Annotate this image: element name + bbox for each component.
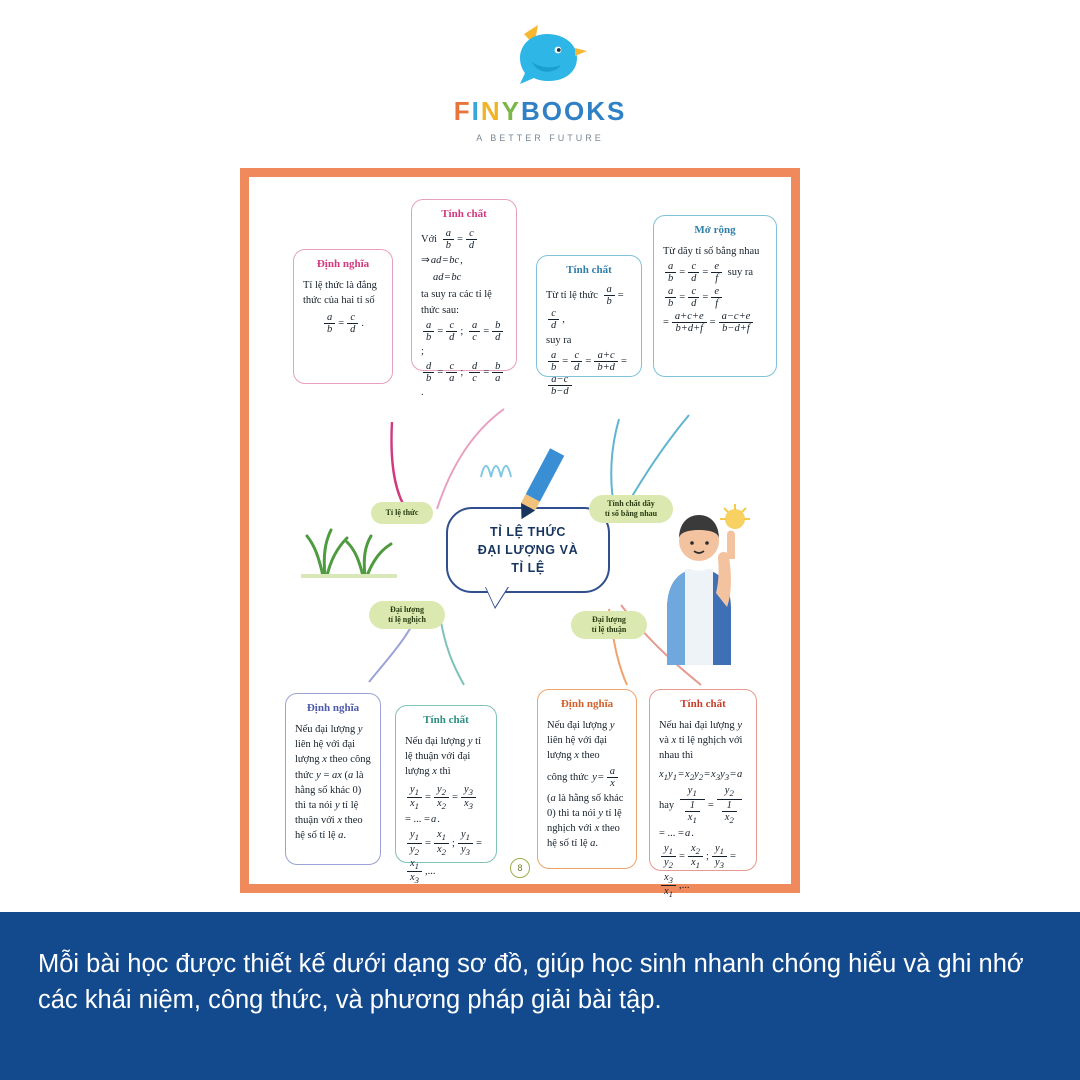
card-body: Nếu đại lượng y liên hệ với đại lượng x theo công thức y = ax (a là hằng số khác 0) thì ta nói y tỉ lệ thuận với x theo hệ số tỉ lệ a.	[295, 723, 371, 842]
card-tinh-chat-ti-le-nghich	[649, 689, 757, 900]
card-body: Tỉ lệ thức là đẳng thức của hai tỉ số $\frac{a}{b}$ = $\frac{c}{d}$ .	[303, 279, 377, 336]
card-dinh-nghia-ti-le-thuan	[285, 693, 381, 865]
card-title: Mở rộng	[694, 224, 736, 236]
card-title: Định nghĩa	[316, 258, 370, 270]
node-label: Đại lượng tỉ lệ nghịch	[388, 605, 426, 624]
card-title: Tính chất	[423, 714, 469, 726]
caption-text: Mỗi bài học được thiết kế dưới dạng sơ đồ, giúp học sinh nhanh chóng hiểu và ghi nhớ các khái niệm, công thức, và phương pháp giải bài tập.	[38, 950, 1024, 1015]
mindmap-poster	[240, 168, 800, 900]
node-label: Tính chất dãy tỉ số bằng nhau	[604, 499, 658, 518]
card-tinh-chat-day-ti-so	[536, 255, 642, 398]
node-label: Đại lượng tỉ lệ thuận	[591, 615, 627, 634]
card-title: Tính chất	[566, 264, 612, 276]
card-body: Với $\frac{a}{b}$ = $\frac{c}{d}$ ⇒ ad = bc , ad = bc ta suy ra các tỉ lệ thức sau: $\frac{a}{b}$ = $\frac{c}{d}$ ; $\frac{a}{c}$ = $\frac{b}{d}$ ; $\frac{d}{b}$ = $\frac{c}{a}$ ; $\frac{d}{c}$ = $\frac{b}{a}$ .	[421, 228, 507, 400]
bird-logo-icon	[480, 18, 600, 90]
card-body: Từ dãy tỉ số bằng nhau $\frac{a}{b}$ = $\frac{c}{d}$ = $\frac{e}{f}$ suy ra $\frac{a}{b}$ = $\frac{c}{d}$ = $\frac{e}{f}$ = $\frac{a+c+e}{b+d+f}$ = $\frac{a-c+e}{b-d+f}$	[663, 245, 760, 335]
card-dinh-nghia-ti-le-thuc	[293, 249, 393, 384]
center-title-line-1: TỈ LỆ THỨC	[489, 524, 567, 539]
node-dai-luong-ti-le-thuan[interactable]	[571, 611, 647, 639]
student-illustration	[639, 497, 759, 667]
page-number: 8	[510, 858, 530, 878]
card-tinh-chat-ti-le-thuan	[395, 705, 497, 886]
brand-header	[0, 18, 1080, 143]
bubble-tail	[485, 585, 509, 607]
grass-icon	[301, 512, 397, 578]
pencil-icon	[479, 445, 579, 525]
node-dai-luong-ti-le-nghich[interactable]	[369, 601, 445, 629]
card-body: Nếu đại lượng y liên hệ với đại lượng x theo công thức y = $\frac{a}{x}$ (a là hằng số khác 0) thì ta nói y tỉ lệ nghịch với x theo hệ số tỉ lệ a.	[547, 719, 624, 850]
card-body: Nếu hai đại lượng y và x tỉ lệ nghịch với nhau thì $x_1y_1$ = $x_2y_2$ = $x_3y_3$ = a hay $\frac{y_1}{\frac{1}{x_1}}$ = $\frac{y_2}{\frac{1}{x_2}}$ = ... = a . $\frac{y_1}{y_2}$ = $\frac{x_2}{x_1}$ ; $\frac{y_1}{y_3}$ = $\frac{x_3}{x_1}$ ,...	[659, 719, 743, 900]
card-title: Định nghĩa	[306, 702, 360, 714]
caption-bar	[0, 912, 1080, 1080]
card-body: Nếu đại lượng y tỉ lệ thuận với đại lượng x thì $\frac{y_1}{x_1}$ = $\frac{y_2}{x_2}$ = $\frac{y_3}{x_3}$ = ... = a . $\frac{y_1}{y_2}$ = $\frac{x_1}{x_2}$ ; $\frac{y_1}{y_3}$ = $\frac{x_1}{x_3}$ ,...	[405, 735, 482, 886]
card-title: Định nghĩa	[560, 698, 614, 710]
card-body: Từ tỉ lệ thức $\frac{a}{b}$ = $\frac{c}{d}$ , suy ra $\frac{a}{b}$ = $\frac{c}{d}$ = $\frac{a+c}{b+d}$ = $\frac{a-c}{b-d}$	[546, 283, 627, 398]
card-title: Tính chất	[441, 208, 487, 220]
card-dinh-nghia-ti-le-nghich	[537, 689, 637, 869]
card-mo-rong	[653, 215, 777, 377]
node-label: Tỉ lệ thức	[385, 508, 419, 517]
card-tinh-chat-ti-le-thuc	[411, 199, 517, 399]
card-title: Tính chất	[680, 698, 726, 710]
brand-name: FINYBOOKS	[453, 96, 627, 126]
center-title-line-3: TỈ LỆ	[511, 561, 545, 576]
center-title-line-2: ĐẠI LƯỢNG VÀ	[477, 542, 579, 557]
brand-tagline: A BETTER FUTURE	[476, 133, 604, 143]
